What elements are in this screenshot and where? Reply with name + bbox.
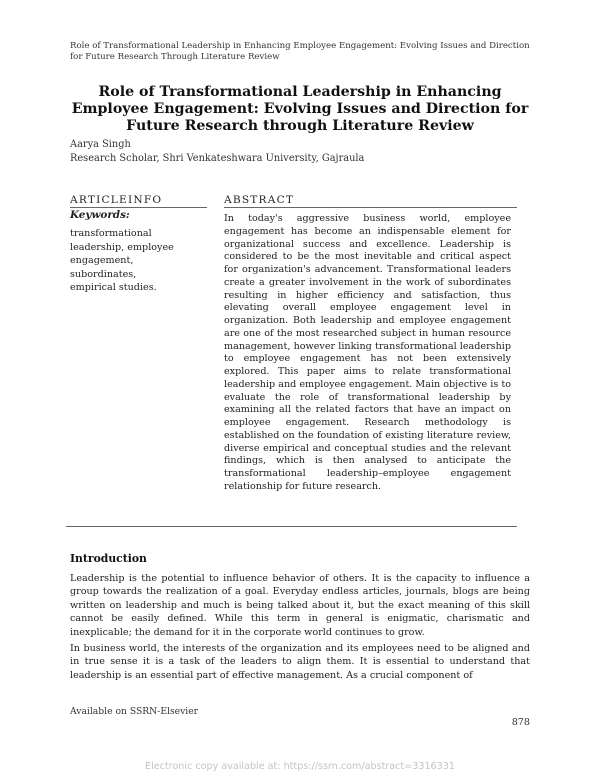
running-head: Role of Transformational Leadership in Enhancing Employee Engagement: Evolving Issues and Direction for Future Research Through Literature Review: [70, 41, 530, 62]
section-divider: [66, 526, 517, 527]
article-info-rule: [70, 207, 207, 208]
page-number: 878: [511, 717, 530, 728]
intro-paragraph-1: Leadership is the potential to influence behavior of others. It is the capacity to influence a group towards the realization of a goal. Everyday endless articles, journals, blogs are being written on leadership and much is being talked about it, but the exact meaning of this skill cannot be easily defined. While this term in general is enigmatic, charismatic and inexplicable; the demand for it in the corporate world continues to grow.: [70, 573, 530, 638]
author-name: Aarya Singh: [70, 139, 131, 150]
author-affiliation: Research Scholar, Shri Venkateshwara University, Gajraula: [70, 153, 365, 164]
availability-note: Available on SSRN-Elsevier: [70, 706, 199, 717]
abstract-rule: [224, 207, 517, 208]
intro-paragraph-2: In business world, the interests of the organization and its employees need to be aligned and in true sense it is a task of the leaders to align them. It is essential to understand that leadership is an essential part of effective management. As a crucial component of: [70, 643, 530, 681]
abstract-label: ABSTRACT: [224, 194, 295, 206]
paper-title: Role of Transformational Leadership in Enhancing Employee Engagement: Evolving Issues and Direction for Future Research through Literature Review: [71, 84, 529, 134]
keywords-list: transformational leadership, employee engagement, subordinates, empirical studies.: [70, 228, 174, 294]
article-info-label: ARTICLEINFO: [70, 194, 163, 206]
ssrn-watermark: Electronic copy available at: https://ssrn.com/abstract=3316331: [145, 761, 455, 772]
abstract-text: In today's aggressive business world, employee engagement has become an indispensable element for organizational success and excellence. Leadership is considered to be the most inevitable and critical aspect for organization's advancement. Transformational leaders create a greater involvement in the work of subordinates resulting in higher efficiency and satisfaction, thus elevating overall employee engagement level in organization. Both leadership and employee engagement are one of the most researched subject in human resource management, however linking transformational leadership to employee engagement has not been extensively explored. This paper aims to relate transformational leadership and employee engagement. Main objective is to evaluate the role of transformational leadership by examining all the related factors that have an impact on employee engagement. Research methodology is established on the foundation of existing literature review, diverse empirical and conceptual studies and the relevant findings, which is then analysed to anticipate the transformational leadership–employee engagement relationship for future research.: [224, 213, 511, 492]
keywords-label: Keywords:: [70, 209, 130, 221]
introduction-heading: Introduction: [70, 552, 147, 565]
